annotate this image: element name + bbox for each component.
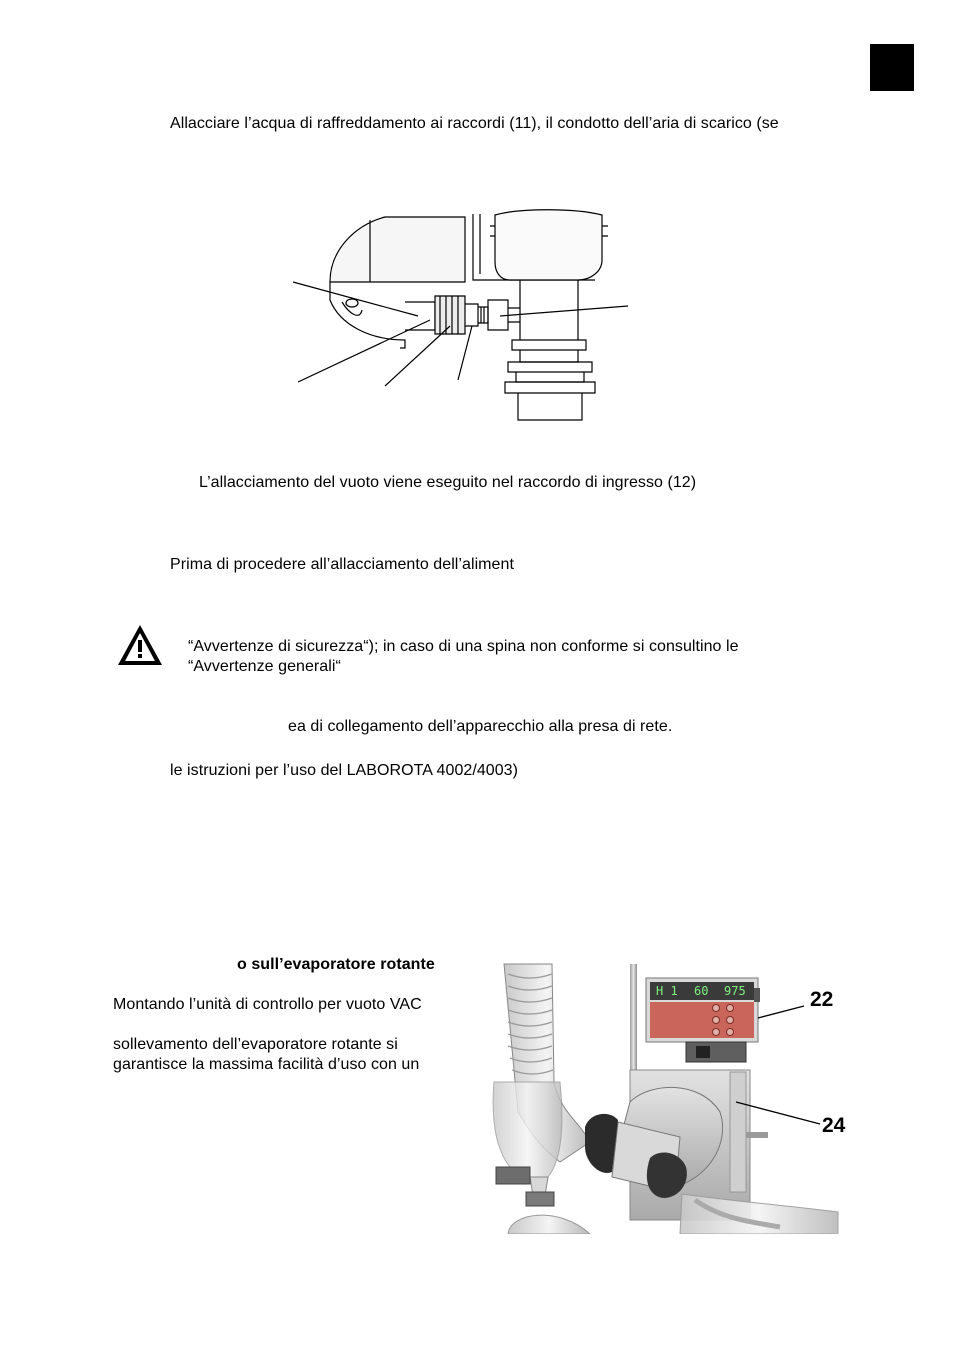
display-mid-value: 60 — [694, 984, 709, 998]
rotary-evaporator-photo — [490, 962, 860, 1234]
warning-text-line-2: “Avvertenze generali“ — [188, 658, 341, 675]
connection-text: ea di collegamento dell’apparecchio alla presa di rete. — [288, 718, 673, 735]
intro-text: Allacciare l’acqua di raffreddamento ai raccordi (11), il condotto dell’aria di scarico (se — [170, 115, 779, 132]
display-right-value: 975 — [724, 984, 746, 998]
connector-diagram — [290, 190, 660, 430]
paragraph-line-2: sollevamento dell’evaporatore rotante si — [113, 1036, 398, 1053]
controller-display — [656, 983, 752, 999]
callout-label-22: 22 — [810, 988, 834, 1011]
paragraph-line-3: garantisce la massima facilità d’uso con un — [113, 1056, 420, 1073]
vacuum-connection-text: L’allacciamento del vuoto viene eseguito nel raccordo di ingresso (12) — [199, 474, 697, 491]
page-corner-marker — [870, 44, 914, 91]
paragraph-line-1: Montando l’unità di controllo per vuoto VAC — [113, 996, 422, 1013]
callout-label-24: 24 — [822, 1114, 846, 1137]
display-left-value: H 1 — [656, 984, 678, 998]
power-supply-text: Prima di procedere all’allacciamento dell’aliment — [170, 556, 514, 573]
warning-text-line-1: “Avvertenze di sicurezza“); in caso di una spina non conforme si consultino le — [188, 638, 739, 655]
instructions-text: le istruzioni per l’uso del LABOROTA 4002/4003) — [170, 762, 519, 779]
warning-triangle-icon — [116, 622, 164, 668]
section-heading: o sull’evaporatore rotante — [237, 956, 435, 973]
